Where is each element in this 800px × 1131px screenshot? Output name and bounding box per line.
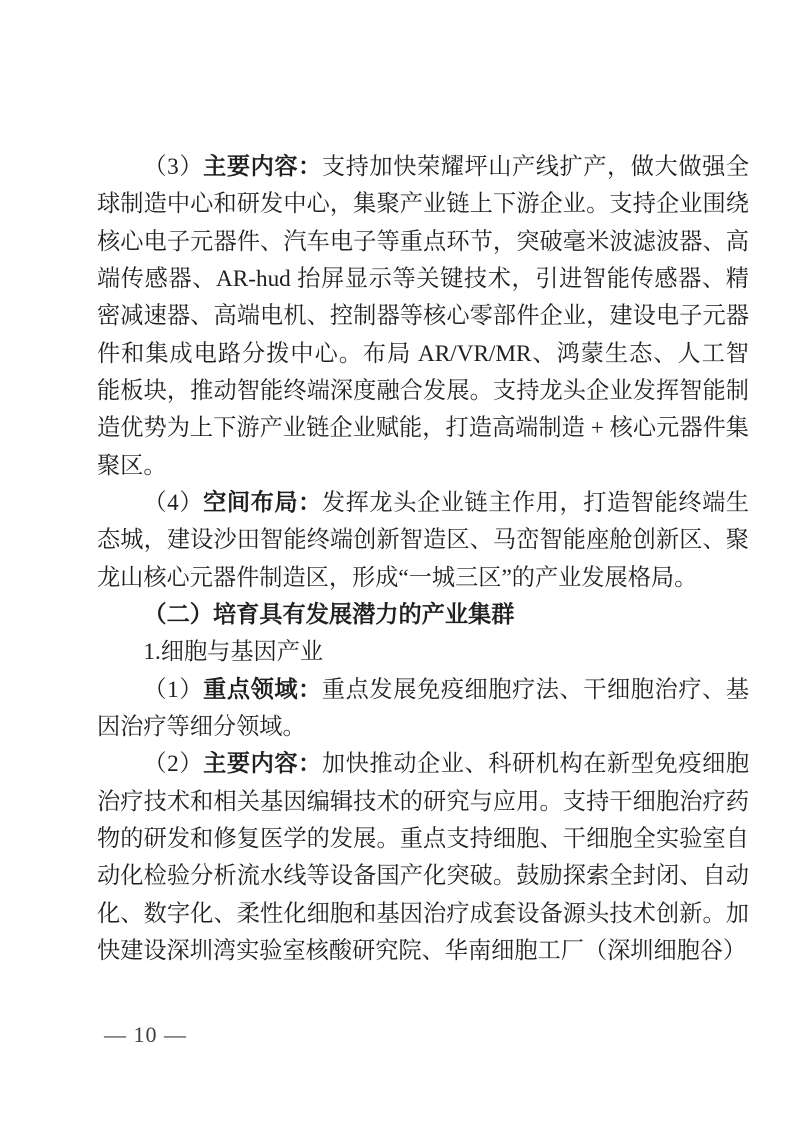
paragraph-label: 空间布局： <box>203 489 322 516</box>
para-4-spatial-layout <box>97 485 749 597</box>
paragraph-number: （3） <box>143 154 204 180</box>
para-3-main-content <box>97 149 749 485</box>
document-body <box>97 149 749 970</box>
paragraph-number: （2） <box>143 751 204 778</box>
paragraph-text: 加快推动企业、科研机构在新型免疫细胞治疗技术和相关基因编辑技术的研究与应用。支持干细胞治疗药物的研发和修复医学的发展。重点支持细胞、干细胞全实验室自动化检验分析流水线等设备国产化突破。鼓励探索全封闭、自动化、数字化、柔性化细胞和基因治疗成套设备源头技术创新。加快建设深圳湾实验室核酸研究院、华南细胞工厂（深圳细胞谷） <box>97 751 750 964</box>
paragraph-text: 1.细胞与基因产业 <box>143 639 324 666</box>
page-number: — 10 — <box>104 1022 187 1047</box>
item-1-cell-gene-industry <box>97 634 749 671</box>
para-2-main-content <box>97 746 749 970</box>
heading-section-2 <box>97 597 749 634</box>
paragraph-text: （二）培育具有发展潜力的产业集群 <box>143 601 515 628</box>
paragraph-number: （4） <box>143 489 204 516</box>
paragraph-label: 主要内容： <box>203 154 322 180</box>
paragraph-label: 主要内容： <box>203 751 322 778</box>
para-1-key-areas <box>97 672 749 747</box>
paragraph-text: 发挥龙头企业链主作用，打造智能终端生态城，建设沙田智能终端创新智造区、马峦智能座舱创新区、聚龙山核心元器件制造区，形成“一城三区”的产业发展格局。 <box>97 489 750 591</box>
paragraph-label: 重点领域： <box>203 676 322 703</box>
paragraph-text: 支持加快荣耀坪山产线扩产，做大做强全球制造中心和研发中心，集聚产业链上下游企业。支持企业围绕核心电子元器件、汽车电子等重点环节，突破毫米波滤波器、高端传感器、AR-hud 抬屏显示等关键技术，引进智能传感器、精密减速器、高端电机、控制器等核心零部件企业，建设电子元器件和集成电路分拨中心。布局 AR/VR/MR、鸿蒙生态、人工智能板块，推动智能终端深度融合发展。支持龙头企业发挥智能制造优势为上下游产业链企业赋能，打造高端制造 + 核心元器件集聚区。 <box>97 154 750 479</box>
paragraph-number: （1） <box>143 676 204 703</box>
paragraph-text: 重点发展免疫细胞疗法、干细胞治疗、基因治疗等细分领域。 <box>97 676 750 740</box>
